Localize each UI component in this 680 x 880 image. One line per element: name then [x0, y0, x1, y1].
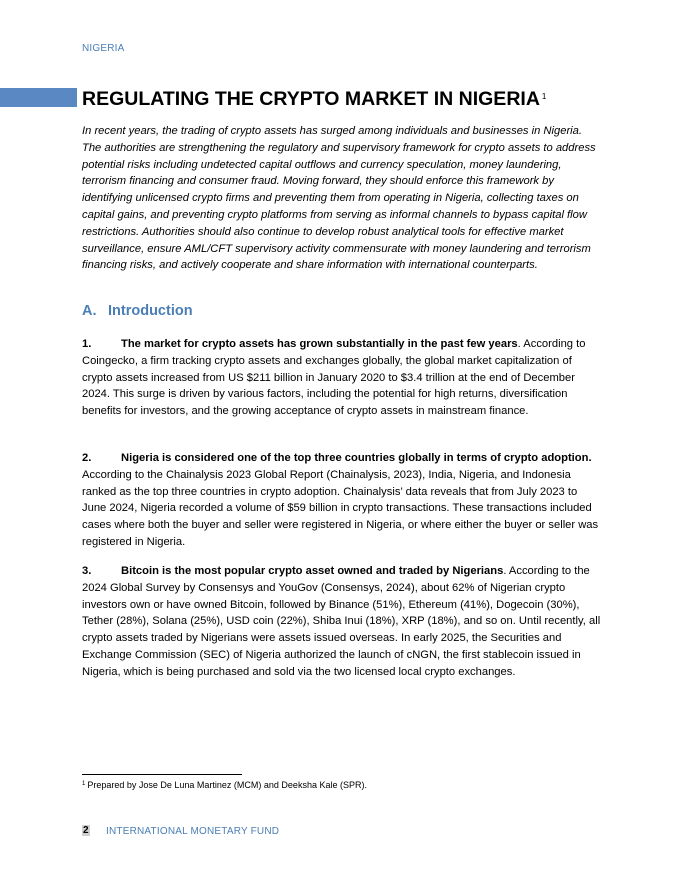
paragraph-lead: The market for crypto assets has grown substantially in the past few years [121, 338, 518, 350]
paragraph-body: . According to Coingecko, a firm tracking crypto assets and exchanges globally, the global market capitalization of crypto assets increased from US $211 billion in January 2020 to $3.4 trillion at the end of December 2024. This surge is driven by various factors, including the potential for high returns, diversification benefits for investors, and the growing acceptance of crypto assets in mainstream finance. [82, 338, 586, 418]
section-title: Introduction [108, 303, 193, 319]
footnote-text: Prepared by Jose De Luna Martinez (MCM) and Deeksha Kale (SPR). [87, 780, 367, 790]
footnote [82, 780, 367, 790]
page-title [82, 86, 546, 110]
page-title-text: REGULATING THE CRYPTO MARKET IN NIGERIA [82, 88, 540, 110]
paragraph [82, 336, 602, 420]
paragraph [82, 563, 602, 681]
paragraph-body: . According to the 2024 Global Survey by Consensys and YouGov (Consensys, 2024), about 62% of Nigerian crypto investors own or have owned Bitcoin, followed by Binance (51%), Ethereum (41%), Dogecoin (30%), Tether (28%), Solana (25%), USD coin (22%), Shiba Inui (18%), XRP (18%), and so on. Until recently, all crypto assets traded by Nigerians were assets issued overseas. In early 2025, the Securities and Exchange Commission (SEC) of Nigeria authorized the launch of cNGN, the first stablecoin issued in Nigeria, which is being purchased and sold via the two licensed local crypto exchanges. [82, 565, 601, 678]
page-number: 2 [83, 825, 89, 836]
section-heading [82, 303, 193, 319]
paragraph-body: According to the Chainalysis 2023 Global Report (Chainalysis, 2023), India, Nigeria, and Indonesia ranked as the top three countries in crypto adoption. Chainalysis’ data reveals that from July 2023 to June 2024, Nigeria recorded a volume of $59 billion in crypto transactions. These transactions included cases where both the buyer and seller were registered in Nigeria, or where either the buyer or seller was registered in Nigeria. [82, 468, 599, 548]
paragraph-lead: Bitcoin is the most popular crypto asset owned and traded by Nigerians [121, 565, 504, 577]
paragraph [82, 450, 602, 551]
title-accent-bar [0, 88, 77, 107]
abstract: In recent years, the trading of crypto assets has surged among individuals and businesses in Nigeria. The authorities are strengthening the regulatory and supervisory framework for crypto assets to address potential risks including undetected capital outflows and currency speculation, money laundering, terrorism financing and consumer fraud. Moving forward, they should enforce this framework by identifying unlicensed crypto firms and preventing them from operating in Nigeria, collecting taxes on capital gains, and preventing crypto platforms from serving as informal channels to bypass capital flow restrictions. Authorities should also continue to develop robust analytical tools for effective market surveillance, ensure AML/CFT supervisory activity commensurate with money laundering and terrorism financing risks, and actively cooperate and share information with international counterparts. [82, 125, 596, 272]
paragraph-number: 1. [82, 338, 92, 350]
running-header: NIGERIA [82, 43, 125, 54]
section-letter: A. [82, 303, 97, 319]
title-footnote-mark: 1 [541, 92, 547, 101]
paragraph-number: 2. [82, 452, 92, 464]
footnote-divider [82, 774, 242, 775]
paragraph-number: 3. [82, 565, 92, 577]
footnote-mark: 1 [82, 781, 86, 787]
paragraph-lead: Nigeria is considered one of the top three countries globally in terms of crypto adoption. [121, 452, 592, 464]
footer-publisher: INTERNATIONAL MONETARY FUND [106, 826, 280, 837]
